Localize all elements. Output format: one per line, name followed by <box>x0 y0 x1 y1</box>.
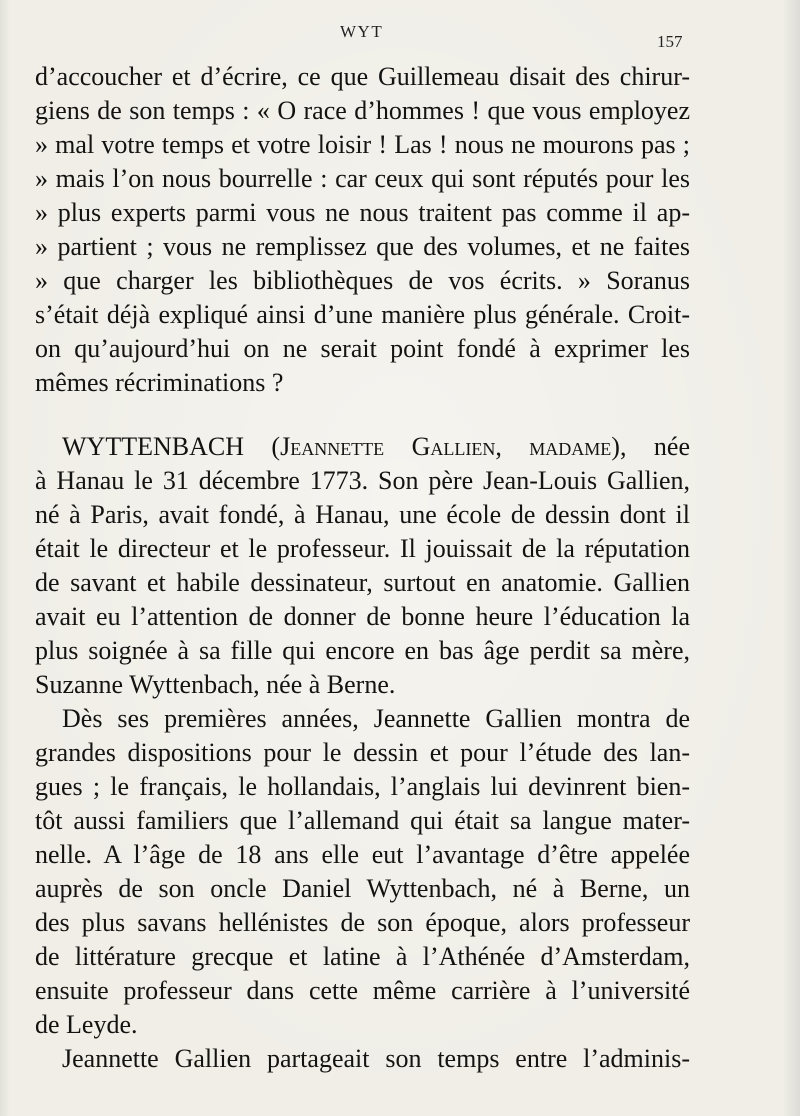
text-line: auprès de son oncle Daniel Wyttenbach, né à Berne, un <box>35 874 690 903</box>
text-line: de littérature grecque et latine à l’Athénée d’Amsterdam, <box>35 942 690 971</box>
entry-heading-line <box>62 430 690 464</box>
text-line: né à Paris, avait fondé, à Hanau, une école de dessin dont il <box>35 500 690 529</box>
text-line: » que charger les bibliothèques de vos écrits. » Soranus <box>35 266 690 295</box>
text-line: giens de son temps : « O race d’hommes ! que vous employez <box>35 96 690 125</box>
entry-tail: née <box>653 432 690 461</box>
text-line: » mais l’on nous bourrelle : car ceux qui sont réputés pour les <box>35 164 690 193</box>
text-line: gues ; le français, le hollandais, l’anglais lui devinrent bien- <box>35 772 690 801</box>
text-line: plus soignée à sa fille qui encore en bas âge perdit sa mère, <box>35 636 690 665</box>
text-line: » plus experts parmi vous ne nous traitent pas comme il ap- <box>35 198 690 227</box>
text-line: Dès ses premières années, Jeannette Gallien montra de <box>62 704 690 733</box>
page-gutter-shadow <box>0 0 10 1116</box>
text-line: on qu’aujourd’hui on ne serait point fondé à exprimer les <box>35 334 690 363</box>
text-line: Jeannette Gallien partageait son temps entre l’adminis- <box>62 1044 690 1073</box>
text-line: de savant et habile dessinateur, surtout en anatomie. Gallien <box>35 568 690 597</box>
text-line: nelle. A l’âge de 18 ans elle eut l’avantage d’être appelée <box>35 840 690 869</box>
running-head: WYT <box>340 22 384 41</box>
text-line: d’accoucher et d’écrire, ce que Guillemeau disait des chirur- <box>35 62 690 91</box>
text-line: de Leyde. <box>35 1010 138 1039</box>
text-line: avait eu l’attention de donner de bonne heure l’éducation la <box>35 602 690 631</box>
page-number: 157 <box>657 32 683 51</box>
text-line: » partient ; vous ne remplissez que des volumes, et ne faites <box>35 232 690 261</box>
page-edge-shadow <box>782 0 800 1116</box>
text-line: était le directeur et le professeur. Il jouissait de la réputation <box>35 534 690 563</box>
text-line: s’était déjà expliqué ainsi d’une manière plus générale. Croit- <box>35 300 690 329</box>
text-line: tôt aussi familiers que l’allemand qui était sa langue mater- <box>35 806 690 835</box>
text-line: » mal votre temps et votre loisir ! Las ! nous ne mourons pas ; <box>35 130 690 159</box>
text-line: mêmes récriminations ? <box>35 368 284 397</box>
text-line: des plus savans hellénistes de son époque, alors professeur <box>35 908 690 937</box>
text-line: à Hanau le 31 décembre 1773. Son père Jean-Louis Gallien, <box>35 466 690 495</box>
text-line: grandes dispositions pour le dessin et pour l’étude des lan- <box>35 738 690 767</box>
text-line: Suzanne Wyttenbach, née à Berne. <box>35 670 396 699</box>
page-header <box>0 18 800 51</box>
text-line: ensuite professeur dans cette même carrière à l’université <box>35 976 690 1005</box>
entry-qualifier: (Jeannette Gallien, madame), <box>271 432 627 461</box>
entry-name: WYTTENBACH <box>62 432 244 461</box>
